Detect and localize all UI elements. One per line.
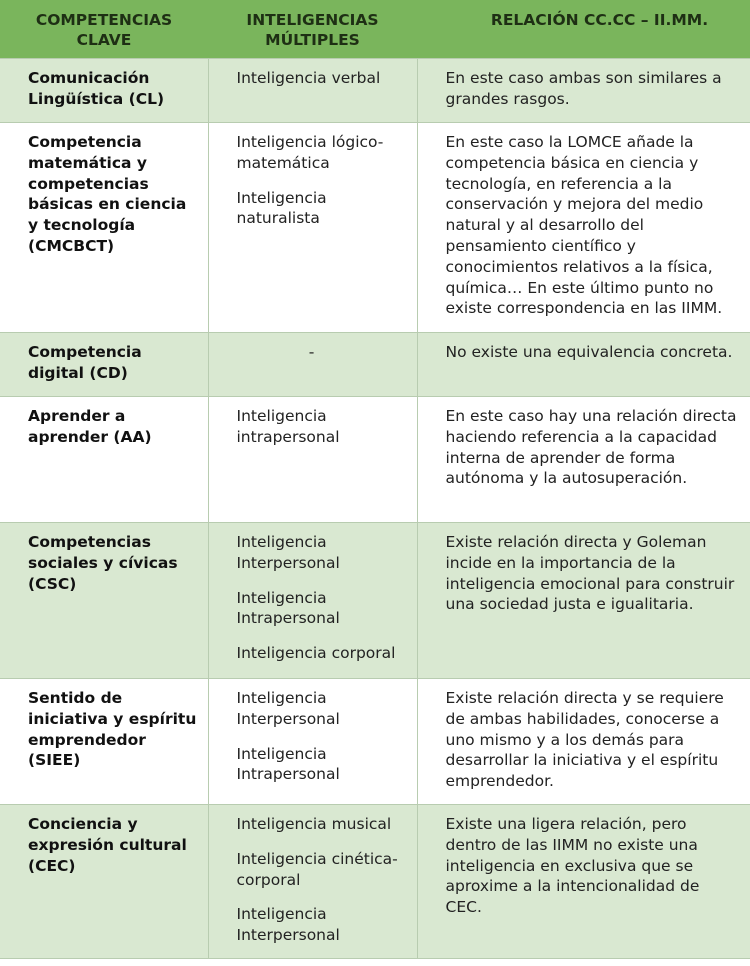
inteligencia-item: - bbox=[308, 343, 315, 361]
inteligencias-cell bbox=[208, 59, 417, 123]
header-inteligencias: INTELIGENCIAS MÚLTIPLES bbox=[208, 0, 417, 59]
inteligencia-item: Inteligencia cinética-corporal bbox=[236, 849, 398, 889]
table-row bbox=[0, 397, 750, 523]
header-relacion: RELACIÓN CC.CC – II.MM. bbox=[417, 0, 750, 59]
relacion-cell: Existe relación directa y Goleman incide en la importancia de la inteligencia emocional para construir una sociedad justa e igualitaria. bbox=[417, 523, 750, 679]
competencia-cell: Competencias sociales y cívicas (CSC) bbox=[0, 523, 208, 679]
inteligencia-item: Inteligencia intrapersonal bbox=[236, 407, 340, 446]
relacion-cell: En este caso la LOMCE añade la competencia básica en ciencia y tecnología, en referencia a la conservación y mejora del medio natural y al desarrollo del pensamiento científico y conocimientos relativos a la física, química… En este último punto no existe correspondencia en las IIMM. bbox=[417, 123, 750, 333]
table-header-row bbox=[0, 0, 750, 59]
table-row bbox=[0, 523, 750, 679]
inteligencia-item: Inteligencia Intrapersonal bbox=[236, 744, 340, 784]
table-row bbox=[0, 805, 750, 959]
inteligencia-item: Inteligencia Interpersonal bbox=[236, 905, 340, 945]
inteligencias-cell bbox=[208, 333, 417, 397]
competencia-cell: Conciencia y expresión cultural (CEC) bbox=[0, 805, 208, 959]
competencia-cell: Sentido de iniciativa y espíritu emprendedor (SIEE) bbox=[0, 679, 208, 805]
table-row bbox=[0, 679, 750, 805]
header-competencias: COMPETENCIAS CLAVE bbox=[0, 0, 208, 59]
inteligencia-item: Inteligencia corporal bbox=[236, 644, 396, 663]
relacion-cell: Existe relación directa y se requiere de ambas habilidades, conocerse a uno mismo y a los demás para desarrollar la iniciativa y el espíritu emprendedor. bbox=[417, 679, 750, 805]
relacion-cell: No existe una equivalencia concreta. bbox=[417, 333, 750, 397]
table-row bbox=[0, 123, 750, 333]
relacion-cell: Existe una ligera relación, pero dentro de las IIMM no existe una inteligencia en exclusiva que se aproxime a la intencionalidad de CEC. bbox=[417, 805, 750, 959]
relacion-cell: En este caso hay una relación directa haciendo referencia a la capacidad interna de aprender de forma autónoma y la autosuperación. bbox=[417, 397, 750, 523]
inteligencia-item: Inteligencia verbal bbox=[236, 69, 381, 87]
inteligencia-item: Inteligencia lógico-matemática bbox=[236, 133, 384, 172]
inteligencia-item: Inteligencia naturalista bbox=[236, 188, 327, 228]
inteligencias-cell bbox=[208, 679, 417, 805]
inteligencia-item: Inteligencia Interpersonal bbox=[236, 689, 340, 728]
competencia-cell: Competencia matemática y competencias básicas en ciencia y tecnología (CMCBCT) bbox=[0, 123, 208, 333]
inteligencia-item: Inteligencia musical bbox=[236, 815, 392, 833]
competencia-cell: Comunicación Lingüística (CL) bbox=[0, 59, 208, 123]
table-row bbox=[0, 333, 750, 397]
competencia-cell: Competencia digital (CD) bbox=[0, 333, 208, 397]
inteligencias-cell bbox=[208, 397, 417, 523]
inteligencias-cell bbox=[208, 805, 417, 959]
relacion-cell: En este caso ambas son similares a grandes rasgos. bbox=[417, 59, 750, 123]
table-row bbox=[0, 59, 750, 123]
inteligencia-item: Inteligencia Interpersonal bbox=[236, 533, 340, 572]
inteligencias-cell bbox=[208, 123, 417, 333]
inteligencia-item: Inteligencia Intrapersonal bbox=[236, 588, 340, 628]
competencia-cell: Aprender a aprender (AA) bbox=[0, 397, 208, 523]
inteligencias-cell bbox=[208, 523, 417, 679]
